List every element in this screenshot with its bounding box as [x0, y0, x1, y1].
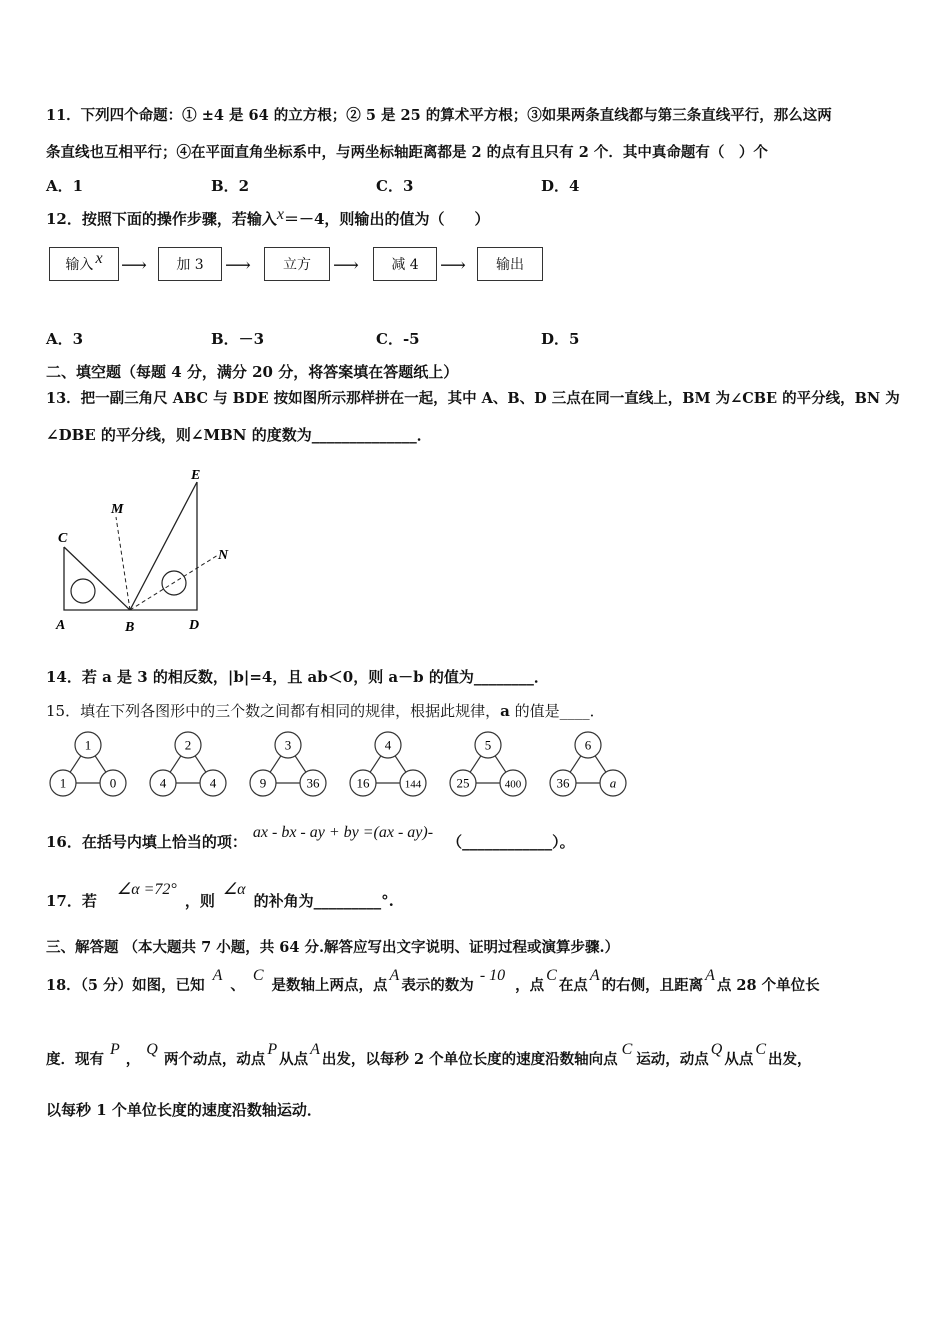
- section-2-heading: 二、填空题（每题 4 分，满分 20 分，将答案填在答题纸上）: [46, 363, 459, 381]
- label-n: N: [218, 548, 229, 563]
- q11-line2: 条直线也互相平行；④在平面直角坐标系中，与两坐标轴距离都是 2 的点有且只有 2 个．其中真命题有（ ）个: [46, 144, 768, 161]
- q15-number-top: 3: [284, 737, 292, 753]
- q15-number-top: 2: [184, 737, 192, 753]
- q15-figure-3: [250, 732, 326, 796]
- flow-box-output: 输出: [477, 247, 543, 281]
- q15-figure-6: [550, 732, 626, 796]
- q15-number-right: 144: [404, 778, 422, 791]
- q18-line2: 度．现有P，Q两个动点，动点P从点A出发，以每秒 2 个单位长度的速度沿数轴向点C运动，动点Q从点C出发，: [46, 1041, 812, 1068]
- flow-box-sub4: 减 4: [373, 247, 437, 281]
- q15-number-right: 36: [306, 775, 320, 791]
- q11-option-d: D．4: [541, 177, 580, 195]
- q11-option-a: A．1: [46, 177, 84, 195]
- q17-text: 17．若∠α =72°，则∠α的补角为_________°.: [46, 881, 394, 910]
- q12-option-b: B．－3: [211, 330, 265, 348]
- q14-text: 14．若 a 是 3 的相反数，|b|=4，且 ab＜0，则 a－b 的值为________．: [46, 668, 549, 686]
- q16-text: 16．在括号内填上恰当的项：ax - bx - ay + by =(ax - ay)-（____________）。: [46, 824, 575, 851]
- q13-triangle-figure: [50, 462, 250, 638]
- q15-figure-4: [350, 732, 426, 796]
- q12-option-c: C．-5: [376, 330, 420, 348]
- q15-number-right: 0: [109, 775, 117, 791]
- q15-number-left: 1: [59, 775, 67, 791]
- flow-arrow-2: ⟶: [225, 255, 251, 276]
- q12-stem: 12．按照下面的操作步骤，若输入x＝－4，则输出的值为（ ）: [46, 206, 490, 228]
- label-c: C: [58, 531, 68, 546]
- q15-text: 15．填在下列各图形中的三个数之间都有相同的规律，根据此规律，a 的值是____．: [46, 702, 605, 720]
- label-m: M: [111, 502, 124, 517]
- flow-box-cube: 立方: [264, 247, 330, 281]
- q15-figure-1: [50, 732, 126, 796]
- q15-number-top: 1: [84, 737, 92, 753]
- q15-figures-svg: [44, 730, 634, 802]
- q11-line1: 11．下列四个命题：① ±4 是 64 的立方根；② 5 是 25 的算术平方根；③如果两条直线都与第三条直线平行，那么这两: [46, 107, 832, 124]
- q11-option-c: C．3: [376, 177, 414, 195]
- label-a: A: [56, 618, 66, 633]
- q15-figures: [44, 730, 634, 802]
- q15-number-top: 4: [384, 737, 392, 753]
- flow-arrow-3: ⟶: [333, 255, 359, 276]
- q11-option-b: B．2: [211, 177, 250, 195]
- q15-number-right: a: [609, 775, 617, 791]
- q12-option-d: D．5: [541, 330, 580, 348]
- q15-number-left: 16: [356, 775, 370, 791]
- q15-number-top: 5: [484, 737, 492, 753]
- q12-option-a: A．3: [46, 330, 84, 348]
- q13-line1: 13．把一副三角尺 ABC 与 BDE 按如图所示那样拼在一起，其中 A、B、D 三点在同一直线上，BM 为∠CBE 的平分线，BN 为: [46, 390, 900, 407]
- label-b: B: [125, 620, 135, 635]
- q18-line1: 18．（5 分）如图，已知A、C是数轴上两点，点A表示的数为- 10，点C在点A的右侧，且距离A点 28 个单位长: [46, 967, 820, 994]
- flow-arrow-1: ⟶: [121, 255, 147, 276]
- q15-figure-2: [150, 732, 226, 796]
- q18-line3: 以每秒 1 个单位长度的速度沿数轴运动．: [46, 1101, 322, 1119]
- flow-arrow-4: ⟶: [440, 255, 466, 276]
- q13-line2: ∠DBE 的平分线，则∠MBN 的度数为______________．: [46, 426, 432, 444]
- q15-number-left: 4: [159, 775, 167, 791]
- q15-number-left: 25: [456, 775, 470, 791]
- q15-number-left: 36: [556, 775, 570, 791]
- q15-number-top: 6: [584, 737, 592, 753]
- q15-figure-5: [450, 732, 526, 796]
- q15-number-right: 400: [504, 778, 522, 791]
- flow-box-add3: 加 3: [158, 247, 222, 281]
- flow-box-input: 输入 x: [49, 247, 119, 281]
- q15-number-right: 4: [209, 775, 217, 791]
- label-d: D: [189, 618, 200, 633]
- label-e: E: [191, 468, 201, 483]
- section-3-heading: 三、解答题 （本大题共 7 小题，共 64 分.解答应写出文字说明、证明过程或演算步骤.）: [46, 939, 620, 956]
- q15-number-left: 9: [259, 775, 267, 791]
